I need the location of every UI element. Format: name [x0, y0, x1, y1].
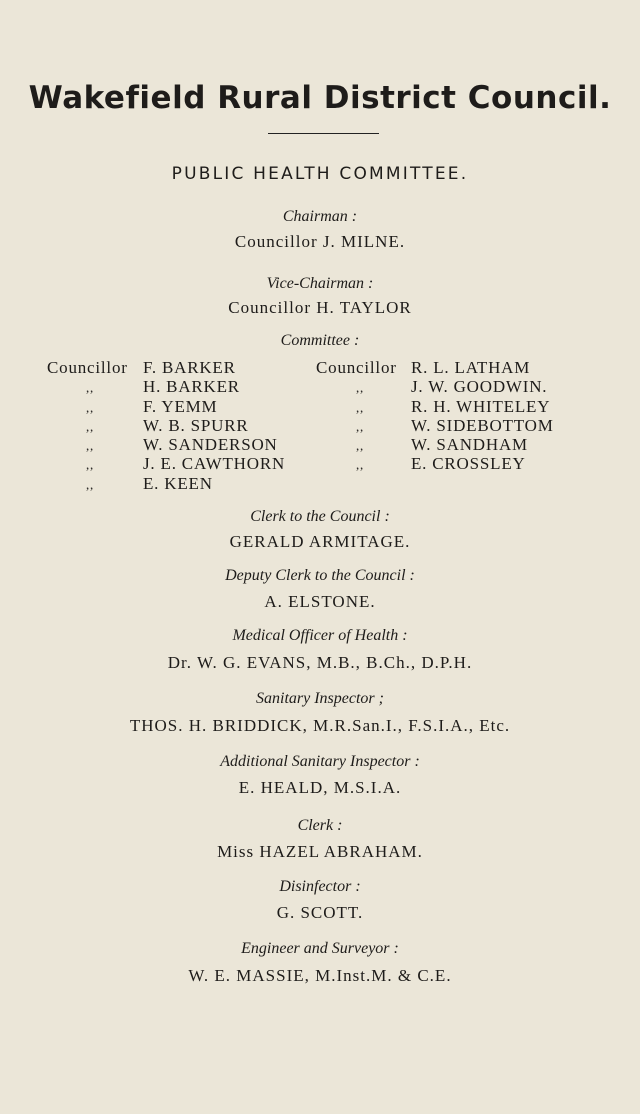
committee-member: R. H. WHITELEY — [411, 396, 551, 416]
committee-member: F. BARKER — [143, 358, 236, 377]
ditto-mark: ,, — [356, 457, 365, 473]
ditto-mark: ,, — [86, 438, 95, 454]
clerk-label: Clerk : — [297, 817, 343, 834]
sanitary-inspector-value: THOS. H. BRIDDICK, M.R.San.I., F.S.I.A., Etc. — [129, 716, 511, 735]
additional-sanitary-inspector-label: Additional Sanitary Inspector : — [220, 753, 420, 770]
committee-member: W. B. SPURR — [143, 415, 249, 435]
committee-member: R. L. LATHAM — [411, 358, 531, 377]
committee-member: F. YEMM — [143, 396, 218, 416]
committee-member: W. SANDHAM — [411, 435, 528, 455]
ditto-mark: ,, — [86, 418, 95, 434]
engineer-surveyor-label: Engineer and Surveyor : — [241, 940, 399, 957]
deputy-clerk-label: Deputy Clerk to the Council : — [225, 567, 415, 584]
disinfector-value: G. SCOTT. — [276, 903, 364, 922]
disinfector-label: Disinfector : — [279, 878, 361, 895]
committee-left-name-column — [143, 358, 318, 493]
committee-member: J. E. CAWTHORN — [143, 454, 286, 474]
committee-heading: PUBLIC HEALTH COMMITTEE. — [171, 164, 469, 184]
committee-label: Committee : — [280, 332, 360, 349]
ditto-mark: ,, — [86, 380, 95, 396]
ditto-mark: ,, — [356, 438, 365, 454]
ditto-mark: ,, — [356, 399, 365, 415]
committee-right-prefix-column — [316, 358, 408, 474]
ditto-mark: ,, — [356, 418, 365, 434]
title-rule — [268, 133, 379, 134]
vice-chairman-value: Councillor H. TAYLOR — [228, 298, 412, 317]
committee-left-prefix-column — [47, 358, 141, 493]
ditto-mark: ,, — [86, 476, 95, 492]
committee-right-name-column — [411, 358, 611, 474]
committee-member: E. CROSSLEY — [411, 454, 526, 474]
deputy-clerk-value: A. ELSTONE. — [264, 592, 376, 611]
medical-officer-label: Medical Officer of Health : — [232, 627, 408, 644]
medical-officer-value: Dr. W. G. EVANS, M.B., B.Ch., D.P.H. — [167, 653, 473, 672]
committee-prefix: Councillor — [316, 358, 397, 377]
ditto-mark: ,, — [356, 380, 365, 396]
engineer-surveyor-value: W. E. MASSIE, M.Inst.M. & C.E. — [188, 966, 452, 985]
committee-member: E. KEEN — [143, 473, 213, 493]
clerk-value: Miss HAZEL ABRAHAM. — [217, 842, 423, 861]
ditto-mark: ,, — [86, 457, 95, 473]
ditto-mark: ,, — [86, 399, 95, 415]
chairman-label: Chairman : — [282, 208, 358, 225]
committee-member: J. W. GOODWIN. — [411, 377, 548, 397]
vice-chairman-label: Vice-Chairman : — [266, 275, 374, 292]
sanitary-inspector-label: Sanitary Inspector ; — [256, 690, 384, 707]
committee-member: W. SANDERSON — [143, 435, 278, 455]
clerk-to-council-value: GERALD ARMITAGE. — [229, 532, 411, 551]
committee-member: W. SIDEBOTTOM — [411, 415, 554, 435]
chairman-value: Councillor J. MILNE. — [234, 232, 406, 251]
committee-member: H. BARKER — [143, 377, 240, 397]
committee-prefix: Councillor — [47, 358, 128, 377]
clerk-to-council-label: Clerk to the Council : — [250, 508, 390, 525]
additional-sanitary-inspector-value: E. HEALD, M.S.I.A. — [238, 778, 402, 797]
council-title: Wakefield Rural District Council. — [28, 80, 612, 116]
